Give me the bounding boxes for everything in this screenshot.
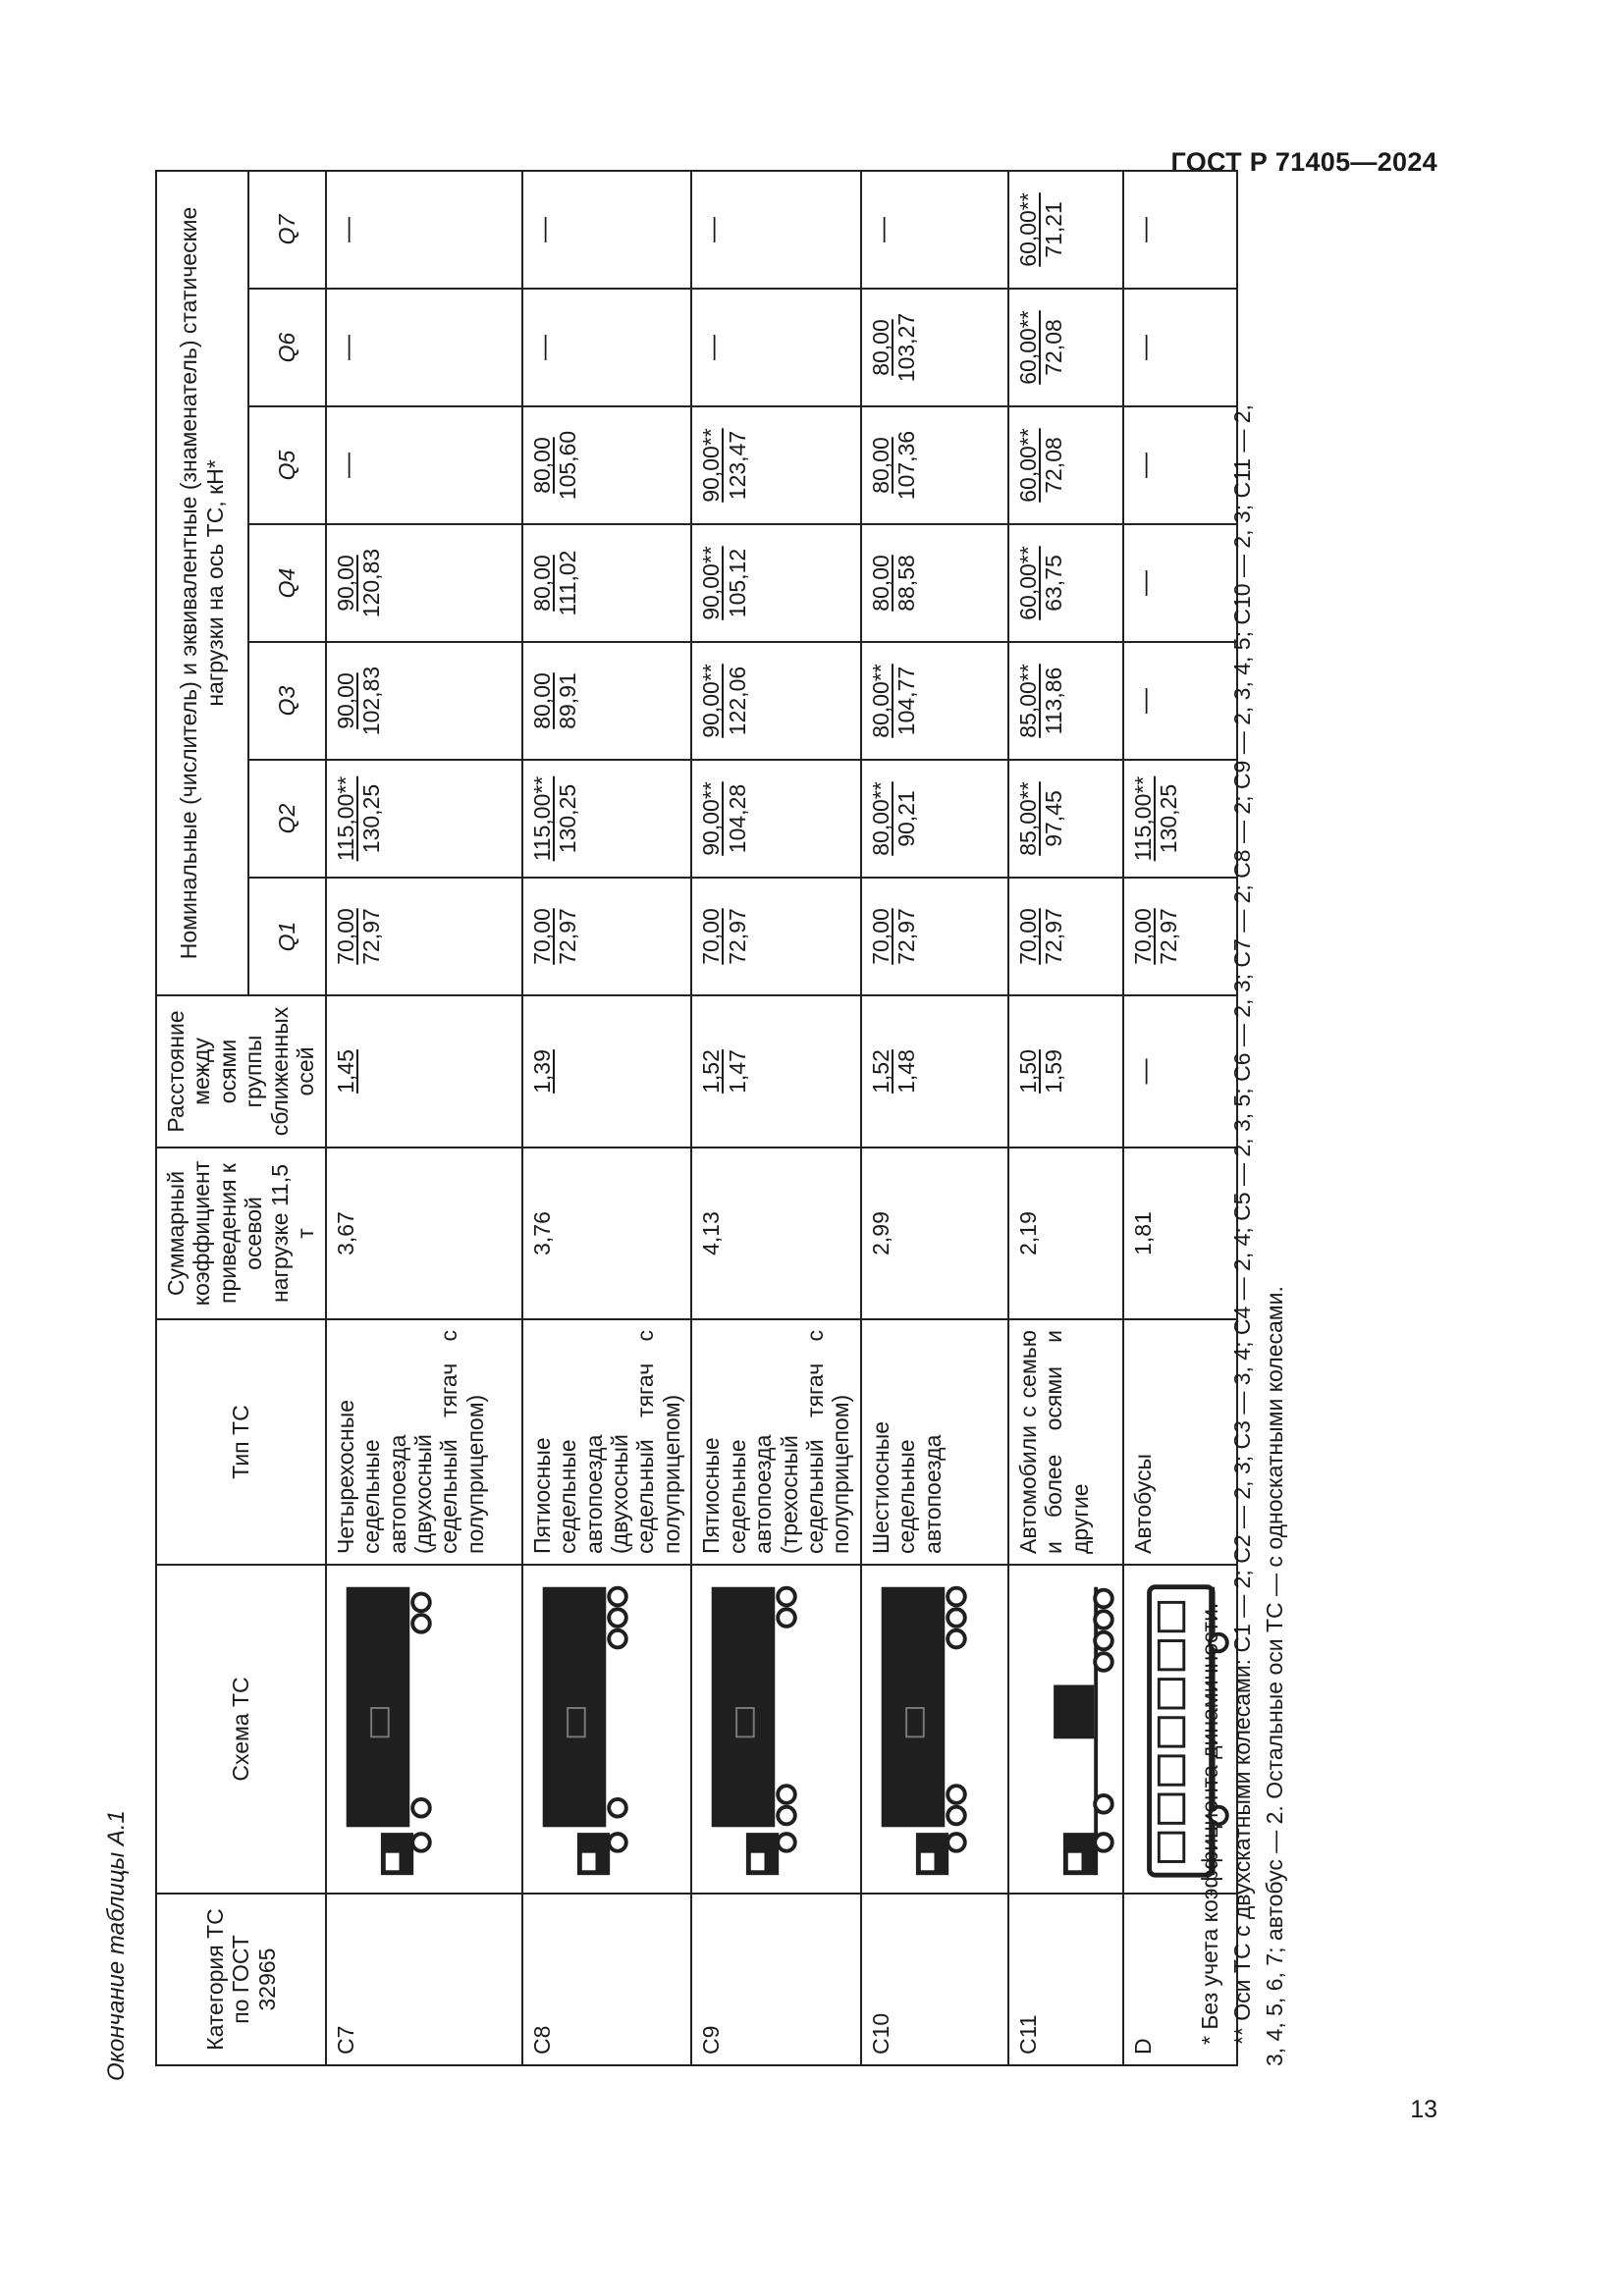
cell-q1-fraction [1015,908,1067,965]
cell-coefficient: 3,76 [522,1148,692,1319]
cell-q4-numerator: 80,00 [867,555,893,612]
cell-category: D [1123,1894,1238,2065]
cell-q2-fraction [529,776,581,862]
cell-q5-denominator: 123,47 [724,430,750,501]
cell-q6-denominator: 72,08 [1041,319,1067,376]
cell-q3-denominator: 102,83 [358,666,385,736]
cell-q5-numerator: 80,00 [867,437,893,494]
cell-q7 [522,171,692,289]
cell-q3-numerator: 80,00** [867,664,893,738]
cell-q4 [861,524,1008,642]
cell-scheme [1008,1565,1123,1894]
header-scheme: Схема ТС [156,1565,326,1894]
cell-q4-fraction [529,551,581,616]
header-type: Тип ТС [156,1319,326,1565]
cell-q4 [691,524,861,642]
cell-q2-numerator: 115,00** [332,775,358,862]
cell-axle-distance [522,995,692,1148]
cell-q1 [1008,878,1123,995]
table-body [326,171,1238,2065]
cell-q7 [326,171,522,289]
cell-q2-denominator: 97,45 [1041,790,1067,847]
cell-axle-distance-fraction [1015,1049,1067,1094]
vehicle-scheme-icon [529,1575,630,1883]
cell-q4-fraction [868,555,920,612]
cell-scheme [326,1565,522,1894]
table-notes [1196,240,1292,2066]
cell-q7-dash: — [1128,216,1159,242]
cell-q4-numerator: 60,00** [1014,546,1041,620]
cell-q7-denominator: 71,21 [1041,201,1067,258]
table-row [861,171,1008,2065]
cell-q6 [691,289,861,406]
cell-q6-numerator: 60,00** [1014,310,1041,385]
cell-q3-denominator: 113,86 [1041,667,1067,735]
cell-q4-numerator: 90,00** [698,546,725,620]
note-2-continuation: 3, 4, 5, 6, 7; автобус — 2. Остальные оси ТС — с односкатными колесами. [1261,1286,1287,2066]
page-number: 13 [1410,2096,1437,2123]
cell-category: С7 [326,1894,522,2065]
cell-q5-denominator: 107,36 [893,430,920,501]
cell-type: Автомобили с семью и более осями и другие [1008,1319,1123,1565]
cell-q7-fraction [1015,192,1067,266]
cell-q3-fraction [1015,664,1067,737]
cell-q3 [691,642,861,760]
loads-table [155,170,1238,2066]
cell-axle-distance-numerator: 1,52 [867,1049,893,1094]
cell-q5-dash: — [1128,453,1159,478]
cell-q5-fraction [868,431,920,500]
cell-q2-denominator: 104,28 [724,783,750,854]
cell-q5-numerator: 90,00** [698,428,725,503]
cell-q1-denominator: 72,97 [893,908,920,965]
cell-type: Пятиосные седельные автопоезда (трехосный седельный тягач с полуприцепом) [691,1319,861,1565]
cell-q2-numerator: 80,00** [867,781,893,856]
header-loads: Номинальные (числитель) и эквивалентные (знаменатель) статические нагрузки на ось ТС, кН* [156,171,248,995]
header-category: Категория ТС по ГОСТ 32965 [156,1894,326,2065]
cell-q2-fraction [1130,776,1182,862]
cell-q2 [522,760,692,878]
cell-q2-fraction [698,781,750,855]
cell-q3-fraction [698,664,750,737]
cell-category: С10 [861,1894,1008,2065]
cell-q3-denominator: 104,77 [893,666,920,736]
cell-q2-fraction [333,776,385,862]
cell-q2 [861,760,1008,878]
cell-q1-fraction [698,908,750,965]
cell-q1-fraction [333,908,385,965]
cell-q3 [861,642,1008,760]
cell-q1 [691,878,861,995]
cell-type: Автобусы [1123,1319,1238,1565]
cell-q2-denominator: 130,25 [1156,783,1182,854]
cell-q3 [326,642,522,760]
cell-coefficient: 2,19 [1008,1148,1123,1319]
cell-q4 [522,524,692,642]
cell-category: С8 [522,1894,692,2065]
cell-q3-fraction [529,672,581,729]
cell-q7-dash: — [866,216,896,242]
cell-q2 [691,760,861,878]
header-q6: Q6 [248,289,326,406]
cell-axle-distance-dash: — [1128,1058,1159,1085]
cell-q3-numerator: 90,00 [332,672,358,729]
cell-q3 [522,642,692,760]
cell-q6-dash: — [527,335,558,360]
cell-q1-numerator: 70,00 [698,908,725,965]
cell-q1-denominator: 72,97 [1156,908,1182,965]
cell-q2-denominator: 90,21 [893,790,920,847]
cell-q2 [326,760,522,878]
cell-q4-denominator: 120,83 [358,548,385,618]
cell-q3-fraction [333,667,385,735]
cell-axle-distance [861,995,1008,1148]
cell-q6-fraction [868,313,920,382]
cell-axle-distance-numerator: 1,39 [528,1049,555,1094]
cell-q5 [326,406,522,524]
cell-q4-denominator: 88,58 [893,555,920,612]
cell-q3-numerator: 85,00** [1014,664,1041,738]
cell-axle-distance-numerator: 1,50 [1014,1049,1041,1094]
cell-type: Четырехосные седельные автопоезда (двухосный седельный тягач с полуприцепом) [326,1319,522,1565]
cell-axle-distance-denominator: 1,48 [893,1049,920,1094]
cell-q5 [691,406,861,524]
cell-q1-fraction [529,908,581,965]
cell-axle-distance-numerator: 1,45 [332,1049,358,1094]
cell-q7-dash: — [527,216,558,242]
cell-q2-denominator: 130,25 [555,783,581,854]
cell-q3-dash: — [1128,688,1159,714]
cell-q1-numerator: 70,00 [1129,908,1156,965]
cell-q2-fraction [1015,781,1067,855]
cell-q1 [326,878,522,995]
cell-axle-distance-fraction [698,1049,750,1094]
cell-q6-dash: — [1128,335,1159,360]
table-row [522,171,692,2065]
cell-q5-numerator: 60,00** [1014,428,1041,503]
cell-q1-numerator: 70,00 [1014,908,1041,965]
cell-q5-fraction [1015,428,1067,502]
header-q7: Q7 [248,171,326,289]
header-q1: Q1 [248,878,326,995]
header-q4: Q4 [248,524,326,642]
cell-q4-denominator: 105,12 [724,548,750,618]
cell-axle-distance [691,995,861,1148]
cell-coefficient: 1,81 [1123,1148,1238,1319]
cell-q5-denominator: 72,08 [1041,437,1067,494]
cell-axle-distance-denominator: 1,47 [724,1049,750,1094]
cell-axle-distance-fraction [529,1049,555,1094]
cell-coefficient: 4,13 [691,1148,861,1319]
cell-q5 [861,406,1008,524]
cell-q5-fraction [698,428,750,502]
header-q2: Q2 [248,760,326,878]
cell-q5-fraction [529,431,581,500]
cell-category: С9 [691,1894,861,2065]
vehicle-scheme-icon [1015,1575,1116,1883]
note-1: * Без учета коэффициента динамичности. [1197,1602,1222,2045]
table-row [326,171,522,2065]
cell-q6-numerator: 80,00 [867,319,893,376]
cell-q6 [522,289,692,406]
vehicle-scheme-icon [698,1575,799,1883]
vehicle-scheme-icon [868,1575,969,1883]
cell-q4-dash: — [1128,570,1159,596]
cell-axle-distance-fraction [333,1049,358,1094]
cell-q6-dash: — [331,335,361,360]
cell-q2-numerator: 115,00** [1129,775,1156,862]
header-coefficient: Суммарный коэффициент приведения к осевой нагрузке 11,5 т [156,1148,326,1319]
cell-q7 [861,171,1008,289]
cell-axle-distance-denominator: 1,59 [1041,1049,1067,1094]
cell-type: Пятиосные седельные автопоезда (двухосный седельный тягач с полуприцепом) [522,1319,692,1565]
cell-q1-denominator: 72,97 [724,908,750,965]
cell-q4-denominator: 63,75 [1041,555,1067,612]
header-axle-distance: Расстояние между осями группы сближенных осей [156,995,326,1148]
cell-q3-denominator: 122,06 [724,666,750,736]
cell-scheme [522,1565,692,1894]
cell-q2-denominator: 130,25 [358,783,385,854]
cell-q3 [1008,642,1123,760]
cell-q1 [861,878,1008,995]
cell-coefficient: 3,67 [326,1148,522,1319]
cell-q5-numerator: 80,00 [528,437,555,494]
cell-q5 [522,406,692,524]
header-q3: Q3 [248,642,326,760]
cell-axle-distance [326,995,522,1148]
cell-q2-numerator: 85,00** [1014,781,1041,856]
cell-q4-denominator: 111,02 [555,550,581,616]
cell-q4 [326,524,522,642]
cell-q3-numerator: 90,00** [698,664,725,738]
cell-q5-denominator: 105,60 [555,430,581,501]
cell-q7-dash: — [697,216,728,242]
cell-q7 [1008,171,1123,289]
cell-q1-numerator: 70,00 [528,908,555,965]
cell-q1-numerator: 70,00 [332,908,358,965]
cell-q4 [1008,524,1123,642]
cell-q6 [861,289,1008,406]
cell-q2-numerator: 115,00** [528,775,555,862]
document-code: ГОСТ Р 71405—2024 [1170,147,1437,177]
cell-q4-fraction [1015,546,1067,619]
table-row [691,171,861,2065]
cell-q3-numerator: 80,00 [528,672,555,729]
cell-q6 [1008,289,1123,406]
cell-q1 [522,878,692,995]
cell-q5 [1008,406,1123,524]
cell-q6-dash: — [697,335,728,360]
cell-q2-fraction [868,781,920,855]
cell-category: С11 [1008,1894,1123,2065]
cell-type: Шестиосные седельные автопоезда [861,1319,1008,1565]
table-caption: Окончание таблицы А.1 [103,1810,130,2081]
cell-q1-fraction [868,908,920,965]
cell-q6-fraction [1015,310,1067,384]
vehicle-scheme-icon [333,1575,434,1883]
cell-axle-distance-fraction [868,1049,920,1094]
cell-q1-denominator: 72,97 [358,908,385,965]
cell-q1-fraction [1130,908,1182,965]
cell-axle-distance [1008,995,1123,1148]
cell-axle-distance-numerator: 1,52 [698,1049,725,1094]
rotated-table-block [155,192,1314,2066]
cell-scheme [861,1565,1008,1894]
cell-q4-numerator: 90,00 [332,555,358,612]
cell-q2-numerator: 90,00** [698,781,725,856]
cell-q7 [691,171,861,289]
cell-q7-numerator: 60,00** [1014,192,1041,267]
cell-q6-denominator: 103,27 [893,312,920,383]
cell-q1-numerator: 70,00 [867,908,893,965]
cell-q3-fraction [868,664,920,737]
header-q5: Q5 [248,406,326,524]
cell-q4-fraction [333,549,385,617]
cell-scheme [691,1565,861,1894]
cell-q1-denominator: 72,97 [1041,908,1067,965]
cell-q3-denominator: 89,91 [555,672,581,729]
cell-q1-denominator: 72,97 [555,908,581,965]
cell-q4-fraction [698,546,750,619]
note-2: ** Оси ТС с двухскатными колесами: С1 — 2; С2 — 2, 3; С3 — 3, 4; С4 — 2, 4; С5 — 2, 3, 5; С6 — 2, 3; С7 — 2; С8 — 2; С9 — 2, 3, 4, 5; С10 — 2, 3; С11 — 2, [1228,404,1255,2045]
cell-q6 [326,289,522,406]
cell-q7-dash: — [331,216,361,242]
cell-coefficient: 2,99 [861,1148,1008,1319]
table-row [1008,171,1123,2065]
cell-q2 [1008,760,1123,878]
cell-q4-numerator: 80,00 [528,555,555,612]
cell-q5-dash: — [331,453,361,478]
